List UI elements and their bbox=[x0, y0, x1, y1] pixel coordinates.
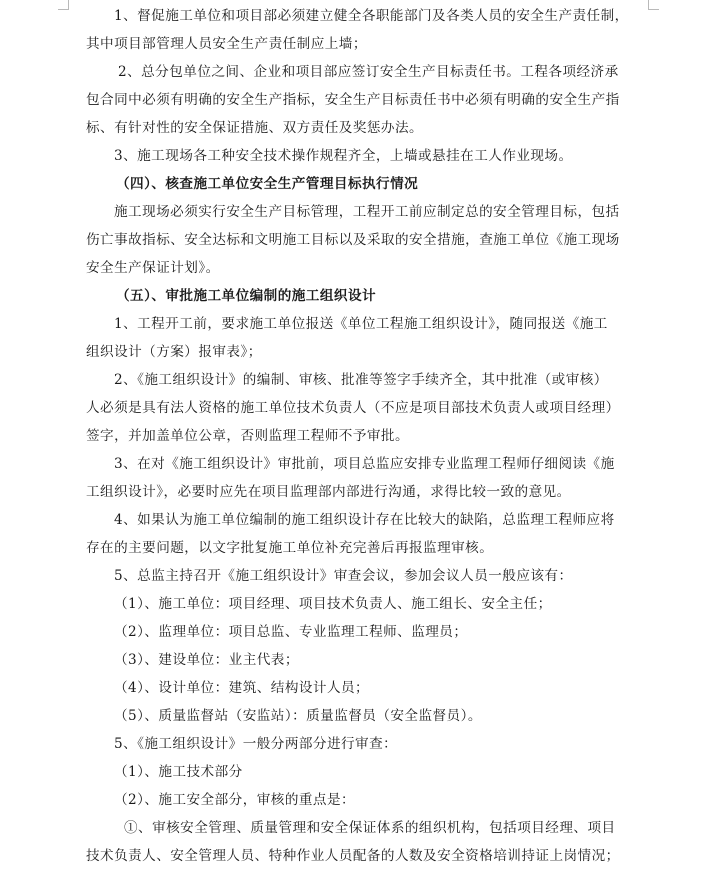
paragraph-line: 安全生产保证计划》。 bbox=[86, 260, 220, 276]
paragraph-line: 工组织设计》，必要时应先在项目监理部内部进行沟通，求得比较一致的意见。 bbox=[86, 484, 571, 500]
paragraph-line: 施工现场必须实行安全生产目标管理，工程开工前应制定总的安全管理目标，包括 bbox=[114, 204, 620, 220]
document-body bbox=[86, 2, 642, 870]
paragraph-line: 5、总监主持召开《施工组织设计》审查会议，参加会议人员一般应该有： bbox=[114, 568, 573, 584]
section-heading: （五）、审批施工单位编制的施工组织设计 bbox=[116, 288, 377, 304]
section-heading: （四）、核查施工单位安全生产管理目标执行情况 bbox=[116, 176, 419, 192]
paragraph-line: 3、施工现场各工种安全技术操作规程齐全，上墙或悬挂在工人作业现场。 bbox=[114, 148, 573, 164]
page-corner-mark-right bbox=[648, 0, 659, 10]
paragraph-line: 技术负责人、安全管理人员、特种作业人员配备的人数及安全资格培训持证上岗情况； bbox=[86, 848, 620, 864]
paragraph-line: 1、督促施工单位和项目部必须建立健全各职能部门及各类人员的安全生产责任制， bbox=[114, 8, 629, 24]
paragraph-line: 伤亡事故指标、安全达标和文明施工目标以及采取的安全措施，查施工单位《施工现场 bbox=[86, 232, 620, 248]
paragraph-line: 包合同中必须有明确的安全生产指标，安全生产目标责任书中必须有明确的安全生产指 bbox=[86, 92, 620, 108]
paragraph-line: 组织设计（方案）报审表》； bbox=[86, 344, 262, 360]
paragraph-line: 1、工程开工前，要求施工单位报送《单位工程施工组织设计》，随同报送《施工 bbox=[114, 316, 608, 332]
paragraph-line: 2、《施工组织设计》的编制、审核、批准等签字手续齐全，其中批准（或审核） bbox=[114, 372, 608, 388]
paragraph-line: 存在的主要问题，以文字批复施工单位补充完善后再报监理审核。 bbox=[86, 540, 494, 556]
page-corner-mark-left bbox=[58, 0, 69, 10]
paragraph-line: 签字，并加盖单位公章，否则监理工程师不予审批。 bbox=[86, 428, 410, 444]
list-item: （1）、施工技术部分 bbox=[114, 764, 243, 780]
list-item: （1）、施工单位：项目经理、项目技术负责人、施工组长、安全主任； bbox=[114, 596, 552, 612]
paragraph-line: ①、审核安全管理、质量管理和安全保证体系的组织机构，包括项目经理、项目 bbox=[124, 820, 616, 836]
paragraph-line: 3、在对《施工组织设计》审批前，项目总监应安排专业监理工程师仔细阅读《施 bbox=[114, 456, 615, 472]
list-item: （4）、设计单位：建筑、结构设计人员； bbox=[114, 680, 370, 696]
paragraph-line: 人必须是具有法人资格的施工单位技术负责人（不应是项目部技术负责人或项目经理） bbox=[86, 400, 620, 416]
paragraph-line: 其中项目部管理人员安全生产责任制应上墙； bbox=[86, 36, 367, 52]
paragraph-line: 4、如果认为施工单位编制的施工组织设计存在比较大的缺陷，总监理工程师应将 bbox=[114, 512, 615, 528]
list-item: （2）、监理单位：项目总监、专业监理工程师、监理员； bbox=[114, 624, 468, 640]
list-item: （2）、施工安全部分，审核的重点是： bbox=[114, 792, 356, 808]
paragraph-line: 标、有针对性的安全保证措施、双方责任及奖惩办法。 bbox=[86, 120, 424, 136]
list-item: （3）、建设单位：业主代表； bbox=[114, 652, 299, 668]
paragraph-line: 5、《施工组织设计》一般分两部分进行审查： bbox=[114, 736, 398, 752]
paragraph-line: 2、总分包单位之间、企业和项目部应签订安全生产目标责任书。工程各项经济承 bbox=[118, 64, 619, 80]
list-item: （5）、质量监督站（安监站）：质量监督员（安全监督员）。 bbox=[114, 708, 482, 724]
